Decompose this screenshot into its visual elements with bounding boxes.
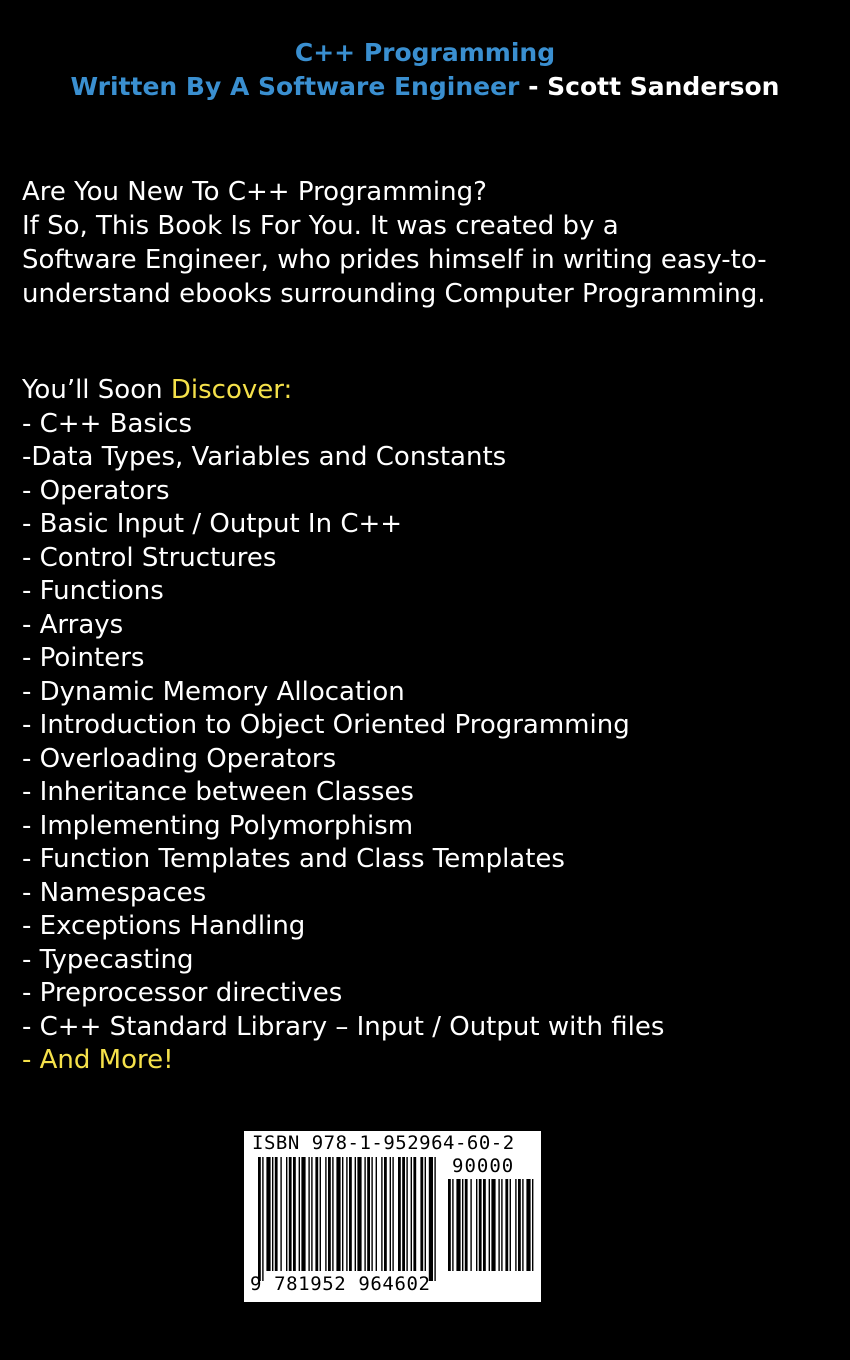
barcode-bar — [515, 1179, 516, 1271]
back-cover-header — [0, 36, 850, 104]
intro-line: Software Engineer, who prides himself in writing easy-to- — [22, 245, 767, 275]
list-item: - Preprocessor directives — [22, 978, 343, 1008]
barcode-bar — [398, 1157, 401, 1271]
barcode-bar — [371, 1157, 372, 1271]
list-item: - Introduction to Object Oriented Programming — [22, 710, 630, 740]
barcode-bar — [392, 1157, 393, 1271]
list-item: - Basic Input / Output In C++ — [22, 509, 403, 539]
barcode-bar — [364, 1157, 365, 1271]
barcode-bar — [498, 1179, 499, 1271]
barcode-bar — [465, 1179, 468, 1271]
list-item: - Functions — [22, 576, 164, 606]
barcode-bar — [367, 1157, 370, 1271]
barcode-bar — [411, 1157, 412, 1271]
barcode-bar — [376, 1157, 377, 1271]
list-item: -Data Types, Variables and Constants — [22, 442, 507, 472]
list-item: - Dynamic Memory Allocation — [22, 676, 405, 707]
barcode-bar — [258, 1157, 261, 1281]
barcode-bar — [429, 1157, 433, 1281]
barcode-bar — [489, 1179, 490, 1271]
list-item: - Exceptions Handling — [22, 911, 306, 941]
barcode-bar — [328, 1157, 331, 1271]
barcode-bar — [266, 1157, 270, 1271]
barcode-bar — [384, 1157, 387, 1271]
list-item: - Inheritance between Classes — [22, 777, 414, 807]
discover-highlight: Discover: — [170, 375, 293, 405]
barcode-bar — [390, 1157, 391, 1271]
price-code: 90000 — [452, 1155, 515, 1177]
barcode-bar — [420, 1157, 423, 1271]
barcode-bar — [349, 1157, 352, 1271]
barcode-bar — [311, 1157, 312, 1271]
list-item: - C++ Basics — [22, 408, 193, 439]
barcode-bar — [381, 1157, 382, 1271]
list-item: - Typecasting — [22, 944, 194, 975]
intro-line: If So, This Book Is For You. It was created by a — [22, 211, 619, 241]
barcode-bar — [452, 1179, 453, 1271]
barcode-bar — [275, 1157, 278, 1271]
barcode-bar — [413, 1157, 416, 1271]
barcode-bar — [315, 1157, 318, 1271]
barcode-bar — [462, 1179, 463, 1271]
discover-heading — [22, 374, 842, 408]
barcode-bar — [357, 1157, 361, 1271]
barcode-bar — [308, 1157, 309, 1271]
barcode-bar — [286, 1157, 287, 1271]
list-item-and-more: - And More! — [22, 1045, 174, 1075]
barcode-bar — [280, 1157, 281, 1271]
barcode-bar — [406, 1157, 407, 1271]
discover-list — [22, 374, 842, 1078]
intro-line: understand ebooks surrounding Computer Programming. — [22, 279, 766, 309]
barcode-bar — [402, 1157, 405, 1271]
barcode-bar — [332, 1157, 333, 1271]
barcode-bar — [501, 1179, 502, 1271]
discover-lead: You’ll Soon — [22, 375, 171, 405]
list-item: - Operators — [22, 475, 170, 506]
intro-line: Are You New To C++ Programming? — [22, 177, 487, 207]
isbn-label: ISBN 978-1-952964-60-2 — [252, 1132, 515, 1154]
intro-paragraph — [22, 175, 842, 311]
list-item: - Overloading Operators — [22, 743, 337, 774]
barcode-bar — [491, 1179, 495, 1271]
isbn-barcode — [244, 1131, 541, 1302]
barcode-bar — [456, 1179, 460, 1271]
list-item: - Arrays — [22, 609, 124, 640]
subtitle-line — [0, 70, 850, 104]
list-item: - Implementing Polymorphism — [22, 810, 414, 841]
barcode-bar — [510, 1179, 511, 1271]
barcode-number: 9 781952 964602 — [250, 1273, 431, 1295]
barcode-bar — [272, 1157, 273, 1271]
barcode-bar — [262, 1157, 263, 1281]
barcode-bar — [355, 1157, 356, 1271]
barcode-bar — [518, 1179, 521, 1271]
barcode-bar — [470, 1179, 471, 1271]
barcode-bar — [293, 1157, 296, 1271]
subtitle: Written By A Software Engineer — [70, 72, 520, 101]
barcode-bar — [532, 1179, 533, 1271]
barcode-bar — [476, 1179, 477, 1271]
barcode-bar — [336, 1157, 340, 1271]
barcode-bar — [505, 1179, 508, 1271]
list-item: - Pointers — [22, 643, 145, 673]
author-name: - Scott Sanderson — [519, 72, 780, 101]
list-item: - Function Templates and Class Templates — [22, 844, 565, 874]
barcode-bar — [479, 1179, 482, 1271]
barcode-bar — [342, 1157, 343, 1271]
barcode-bar — [325, 1157, 326, 1271]
barcode-bar — [526, 1179, 530, 1271]
list-item: - C++ Standard Library – Input / Output with files — [22, 1011, 665, 1042]
list-item: - Control Structures — [22, 542, 277, 573]
list-item: - Namespaces — [22, 877, 207, 908]
barcode-bar — [301, 1157, 305, 1271]
barcode-bar — [320, 1157, 321, 1271]
barcode-bar — [483, 1179, 486, 1271]
barcode-bar — [289, 1157, 292, 1271]
barcode-bar — [434, 1157, 435, 1281]
barcode-bar — [448, 1179, 451, 1271]
barcode-bar — [522, 1179, 523, 1271]
barcode-bar — [299, 1157, 300, 1271]
barcode-bar — [346, 1157, 347, 1271]
book-title: C++ Programming — [294, 38, 556, 67]
barcode-bar — [425, 1157, 426, 1271]
